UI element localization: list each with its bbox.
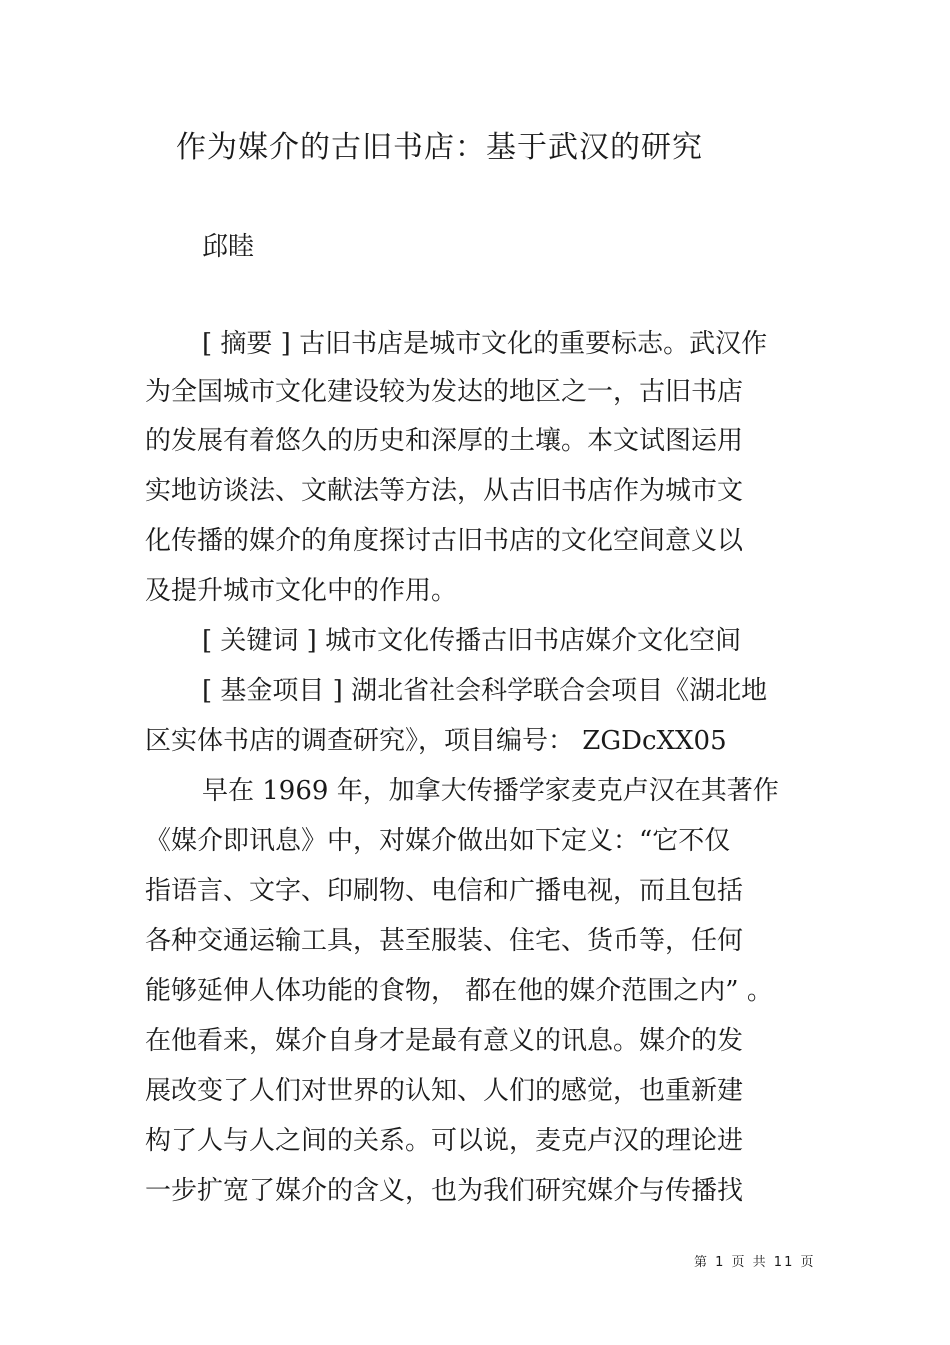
abstract-line-2: 为全国城市文化建设较为发达的地区之一，古旧书店 <box>145 377 744 407</box>
body-line-9: 一步扩宽了媒介的含义，也为我们研究媒介与传播找 <box>145 1176 744 1206</box>
document-author: 邱睦 <box>202 232 255 262</box>
abstract-line-6: 及提升城市文化中的作用。 <box>145 576 458 606</box>
fund-line-1: [ 基金项目 ] 湖北省社会科学联合会项目《湖北地 <box>202 676 768 706</box>
fund-line-2: 区实体书店的调查研究》，项目编号： ZGDcXX05 <box>145 726 727 756</box>
body-line-4: 各种交通运输工具，甚至服装、住宅、货币等，任何 <box>145 926 744 956</box>
body-line-6: 在他看来，媒介自身才是最有意义的讯息。媒介的发 <box>145 1026 744 1056</box>
body-line-7: 展改变了人们对世界的认知、人们的感觉，也重新建 <box>145 1076 744 1106</box>
keywords-line: [ 关键词 ] 城市文化传播古旧书店媒介文化空间 <box>202 626 742 656</box>
body-line-5: 能够延伸人体功能的食物， 都在他的媒介范围之内” 。 <box>145 976 773 1006</box>
body-line-3: 指语言、文字、印刷物、电信和广播电视，而且包括 <box>145 876 744 906</box>
abstract-line-5: 化传播的媒介的角度探讨古旧书店的文化空间意义以 <box>145 526 744 556</box>
body-line-2: 《媒介即讯息》中，对媒介做出如下定义：“它不仅 <box>145 826 731 856</box>
document-title: 作为媒介的古旧书店：基于武汉的研究 <box>176 130 703 165</box>
body-line-1: 早在 1969 年，加拿大传播学家麦克卢汉在其著作 <box>202 776 779 806</box>
body-line-8: 构了人与人之间的关系。可以说，麦克卢汉的理论进 <box>145 1126 744 1156</box>
abstract-line-4: 实地访谈法、文献法等方法，从古旧书店作为城市文 <box>145 476 744 506</box>
abstract-line-1: [ 摘要 ] 古旧书店是城市文化的重要标志。武汉作 <box>202 329 768 359</box>
abstract-line-3: 的发展有着悠久的历史和深厚的土壤。本文试图运用 <box>145 426 744 456</box>
page-number-footer: 第 1 页 共 11 页 <box>694 1255 816 1270</box>
